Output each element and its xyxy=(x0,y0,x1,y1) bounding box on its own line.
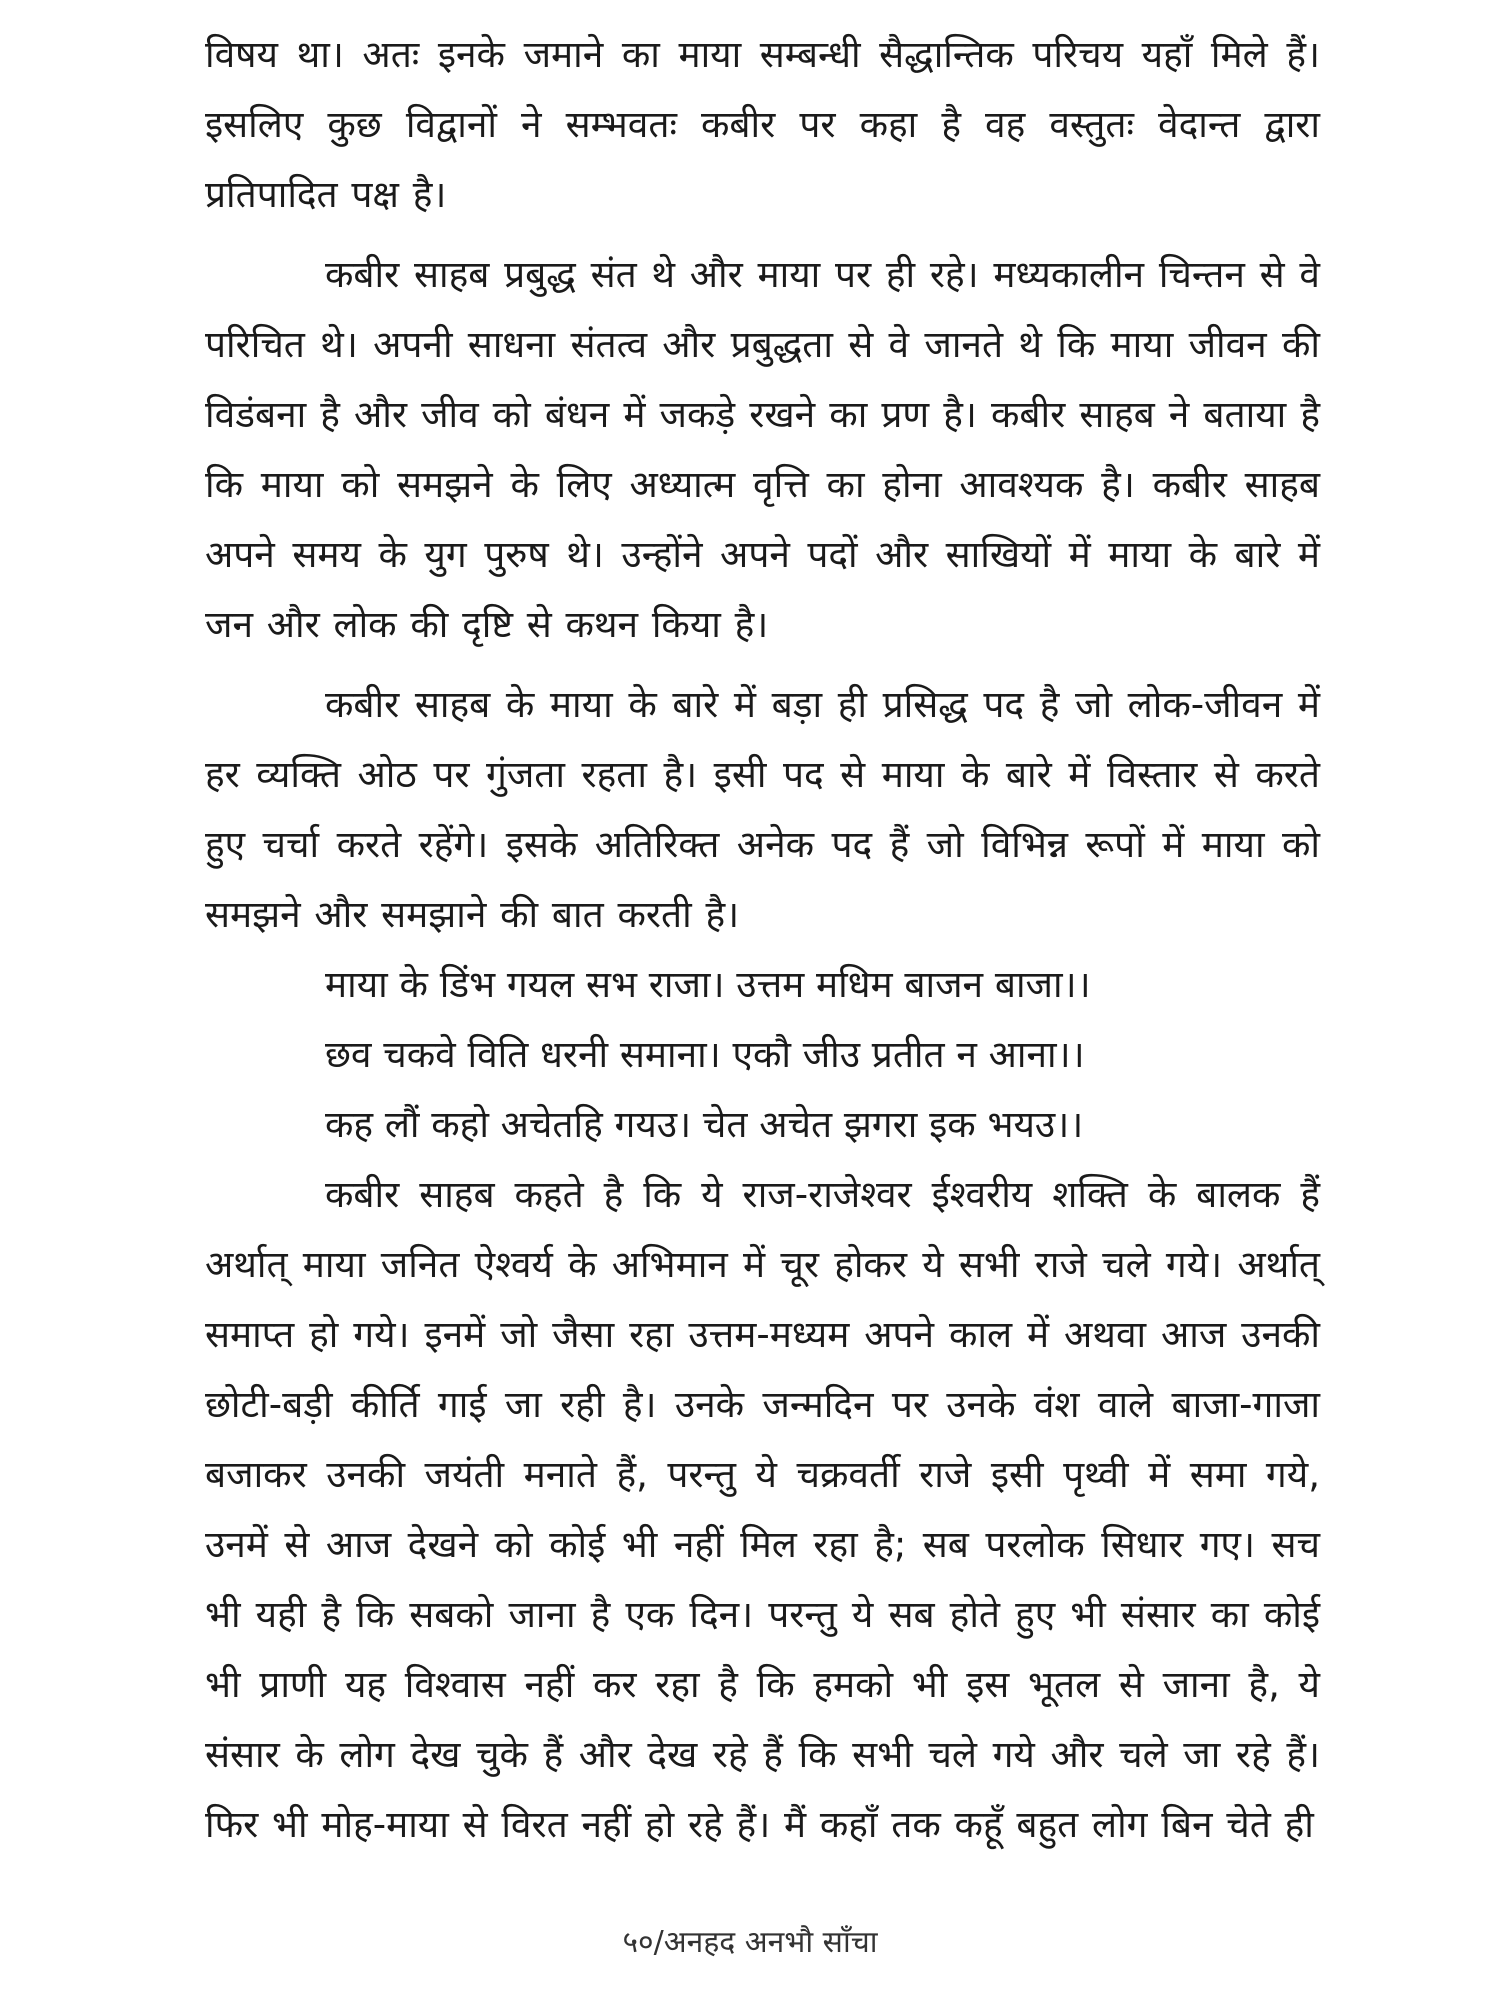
verse-block xyxy=(205,950,1320,1160)
verse-line: छव चकवे विति धरनी समाना। एकौ जीउ प्रतीत न आना।। xyxy=(325,1033,1085,1076)
paragraph-continuation: विषय था। अतः इनके जमाने का माया सम्बन्धी सैद्धान्तिक परिचय यहाँ मिले हैं। इसलिए कुछ विद्वानों ने सम्भवतः कबीर पर कहा है वह वस्तुतः वेदान्त द्वारा प्रतिपादित पक्ष है। xyxy=(205,33,1320,216)
paragraph-kabir-intro: कबीर साहब प्रबुद्ध संत थे और माया पर ही रहे। मध्यकालीन चिन्तन से वे परिचित थे। अपनी साधना संतत्व और प्रबुद्धता से वे जानते थे कि माया जीवन की विडंबना है और जीव को बंधन में जकड़े रखने का प्रण है। कबीर साहब ने बताया है कि माया को समझने के लिए अध्यात्म वृत्ति का होना आवश्यक है। कबीर साहब अपने समय के युग पुरुष थे। उन्होंने अपने पदों और साखियों में माया के बारे में जन और लोक की दृष्टि से कथन किया है। xyxy=(205,253,1320,646)
paragraph-explanation: कबीर साहब कहते है कि ये राज-राजेश्वर ईश्वरीय शक्ति के बालक हैं अर्थात् माया जनित ऐश्वर्य के अभिमान में चूर होकर ये सभी राजे चले गये। अर्थात् समाप्त हो गये। इनमें जो जैसा रहा उत्तम-मध्यम अपने काल में अथवा आज उनकी छोटी-बड़ी कीर्ति गाई जा रही है। उनके जन्मदिन पर उनके वंश वाले बाजा-गाजा बजाकर उनकी जयंती मनाते हैं, परन्तु ये चक्रवर्ती राजे इसी पृथ्वी में समा गये, उनमें से आज देखने को कोई भी नहीं मिल रहा है; सब परलोक सिधार गए। सच भी यही है कि सबको जाना है एक दिन। परन्तु ये सब होते हुए भी संसार का कोई भी प्राणी यह विश्वास नहीं कर रहा है कि हमको भी इस भूतल से जाना है, ये संसार के लोग देख चुके हैं और देख रहे हैं कि सभी चले गये और चले जा रहे हैं। फिर भी मोह-माया से विरत नहीं हो रहे हैं। मैं कहाँ तक कहूँ बहुत लोग बिन चेते ही xyxy=(205,1173,1320,1846)
paragraph-maya-pad: कबीर साहब के माया के बारे में बड़ा ही प्रसिद्ध पद है जो लोक-जीवन में हर व्यक्ति ओठ पर गुंजता रहता है। इसी पद से माया के बारे में विस्तार से करते हुए चर्चा करते रहेंगे। इसके अतिरिक्त अनेक पद हैं जो विभिन्न रूपों में माया को समझने और समझाने की बात करती है। xyxy=(205,683,1320,936)
page-footer: ५०/अनहद अनभौ साँचा xyxy=(622,1925,878,1960)
body-text xyxy=(205,20,1320,1860)
verse-line: कह लौं कहो अचेतहि गयउ। चेत अचेत झगरा इक भयउ।। xyxy=(325,1103,1084,1146)
verse-line: माया के डिंभ गयल सभ राजा। उत्तम मधिम बाजन बाजा।। xyxy=(325,963,1091,1006)
